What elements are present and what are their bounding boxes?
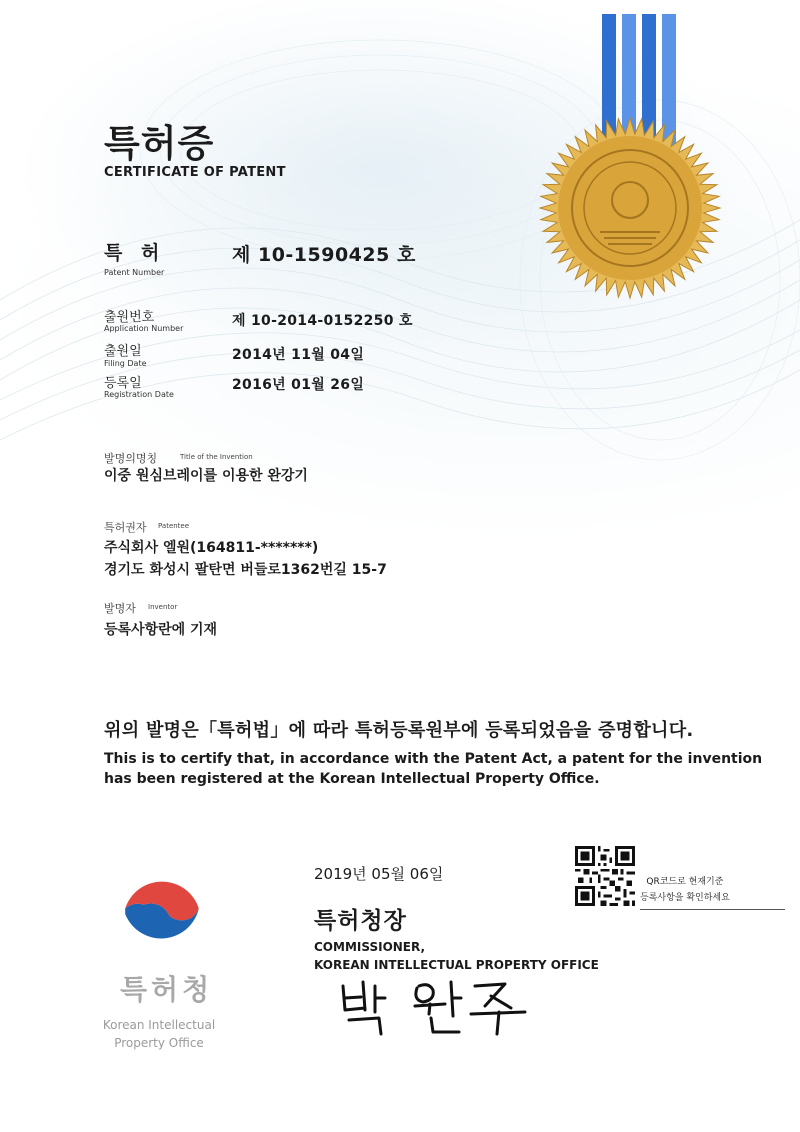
invention-title: 이중 원심브레이를 이용한 완강기: [104, 468, 308, 484]
qr-text-line2: 등록사항을 확인하세요: [640, 893, 730, 903]
qr-text-line1: QR코드로 현재기준: [646, 877, 724, 887]
qr-code-icon[interactable]: [575, 846, 635, 906]
kipo-name-ko: 특허청: [120, 973, 214, 1006]
kipo-name-en: [94, 1016, 224, 1052]
registration-date: 2016년 01월 26일: [232, 377, 365, 393]
declaration-en-line2: has been registered at the Korean Intellectual Property Office.: [104, 771, 600, 787]
gold-seal-icon: [520, 0, 740, 300]
application-label-en: Application Number: [104, 324, 184, 333]
certificate-title-en: CERTIFICATE OF PATENT: [104, 165, 286, 180]
patentee-label-ko: 특허권자: [104, 521, 147, 534]
qr-instructions: [640, 874, 730, 906]
invention-label-ko: 발명의명칭: [104, 452, 158, 465]
declaration-en-line1: This is to certify that, in accordance with the Patent Act, a patent for the invention: [104, 751, 763, 767]
commissioner-en-line1: COMMISSIONER,: [314, 940, 426, 954]
patent-number: 제 10-1590425 호: [232, 244, 416, 266]
patent-label-ko: 특 허: [104, 242, 166, 264]
filing-label-en: Filing Date: [104, 359, 147, 368]
commissioner-title-ko: 특허청장: [314, 908, 407, 934]
certificate-title-ko: 특허증: [104, 122, 215, 165]
kipo-emblem-icon: [116, 868, 208, 960]
patentee-label-en: Patentee: [158, 522, 190, 530]
commissioner-title-en: [314, 938, 599, 974]
registration-label-en: Registration Date: [104, 390, 174, 399]
kipo-name-en-line1: Korean Intellectual: [102, 1018, 216, 1032]
kipo-name-en-line2: Property Office: [114, 1036, 204, 1050]
declaration-en: [104, 749, 762, 789]
application-label-ko: 출원번호: [104, 310, 155, 325]
inventor-value: 등록사항란에 기재: [104, 622, 218, 638]
filing-label-ko: 출원일: [104, 344, 142, 359]
patentee-address: 경기도 화성시 팔탄면 버들로1362번길 15-7: [104, 562, 387, 578]
inventor-label-ko: 발명자: [104, 602, 136, 615]
registration-label-ko: 등록일: [104, 376, 142, 391]
invention-label-en: Title of the Invention: [180, 453, 253, 461]
declaration-ko: 위의 발명은「특허법」에 따라 특허등록원부에 등록되었음을 증명합니다.: [104, 720, 694, 741]
application-number: 제 10-2014-0152250 호: [232, 313, 413, 329]
inventor-label-en: Inventor: [148, 603, 178, 611]
filing-date: 2014년 11월 04일: [232, 347, 365, 363]
patent-label-en: Patent Number: [104, 268, 165, 277]
divider-line: [640, 909, 785, 910]
commissioner-signature: [335, 972, 535, 1042]
issue-date: 2019년 05월 06일: [314, 865, 444, 883]
patentee-name: 주식회사 엘원(164811-*******): [104, 540, 319, 556]
commissioner-en-line2: KOREAN INTELLECTUAL PROPERTY OFFICE: [314, 958, 599, 972]
